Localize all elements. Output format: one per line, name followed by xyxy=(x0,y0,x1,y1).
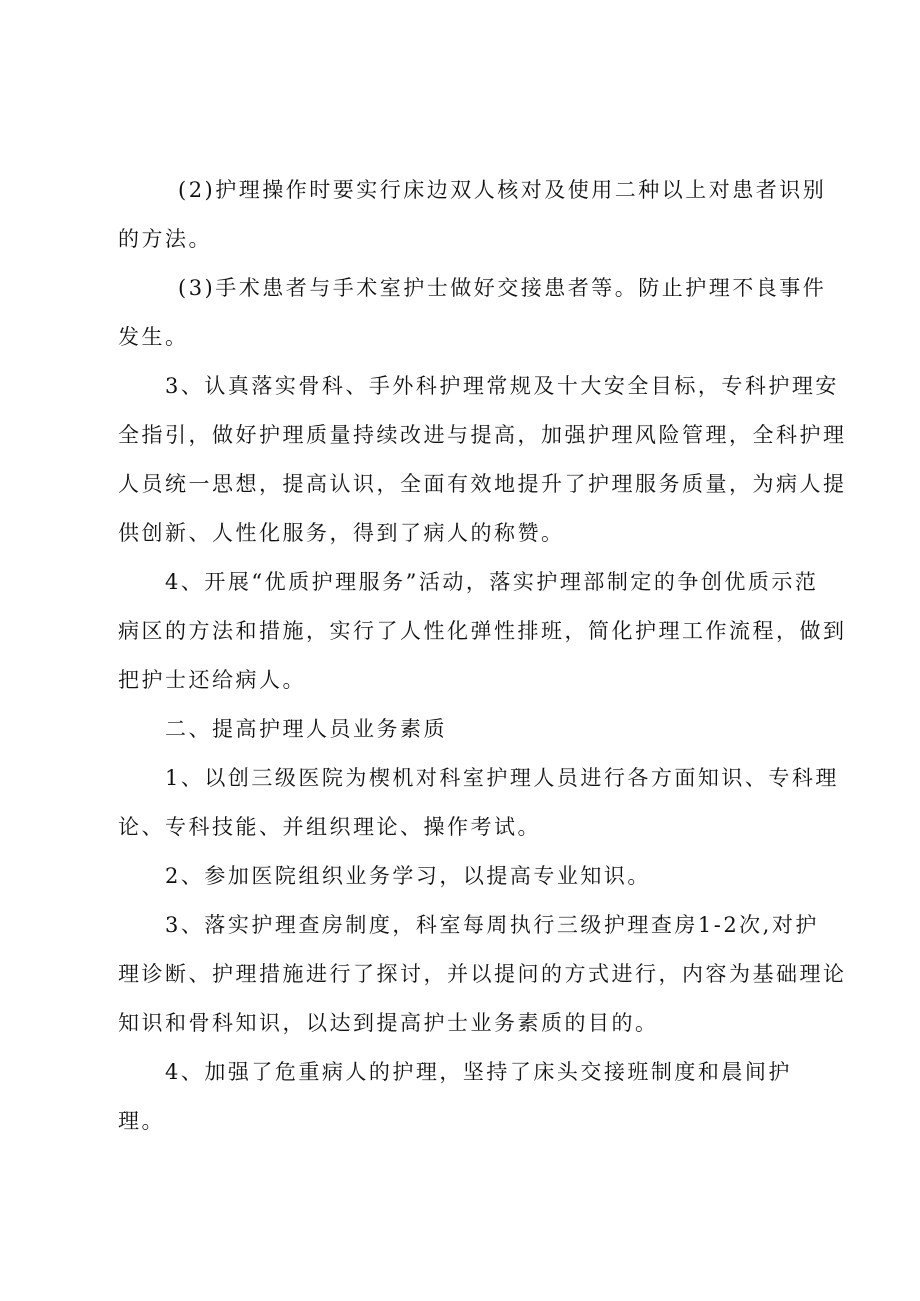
section-heading: 二、提高护理人员业务素质 xyxy=(165,717,447,741)
text-line: 论、专科技能、并组织理论、操作考试。 xyxy=(118,815,541,839)
text-line: 把护士还给病人。 xyxy=(118,668,306,692)
text-line: 知识和骨科知识，以达到提高护士业务素质的目的。 xyxy=(118,1011,659,1035)
text-line: 全指引，做好护理质量持续改进与提高，加强护理风险管理，全科护理 xyxy=(118,423,847,447)
text-line: 4、加强了危重病人的护理，坚持了床头交接班制度和晨间护 xyxy=(165,1060,792,1084)
text-line: (2)护理操作时要实行床边双人核对及使用二种以上对患者识别 xyxy=(178,178,827,202)
text-line: (3)手术患者与手术室护士做好交接患者等。防止护理不良事件 xyxy=(178,276,827,300)
text-line: 理诊断、护理措施进行了探讨，并以提问的方式进行，内容为基础理论 xyxy=(118,962,847,986)
text-line: 3、认真落实骨科、手外科护理常规及十大安全目标，专科护理安 xyxy=(165,374,839,398)
text-line: 1、以创三级医院为楔机对科室护理人员进行各方面知识、专科理 xyxy=(165,766,839,790)
text-line: 病区的方法和措施，实行了人性化弹性排班，简化护理工作流程，做到 xyxy=(118,619,847,643)
text-line: 发生。 xyxy=(118,325,189,349)
text-line: 4、开展“优质护理服务”活动，落实护理部制定的争创优质示范 xyxy=(165,570,819,594)
text-line: 供创新、人性化服务，得到了病人的称赞。 xyxy=(118,521,565,545)
text-line: 2、参加医院组织业务学习，以提高专业知识。 xyxy=(165,864,651,888)
text-line: 人员统一思想，提高认识，全面有效地提升了护理服务质量，为病人提 xyxy=(118,472,847,496)
text-line: 理。 xyxy=(118,1109,165,1133)
text-line: 的方法。 xyxy=(118,227,212,251)
text-line: 3、落实护理查房制度，科室每周执行三级护理查房1-2次,对护 xyxy=(165,913,819,937)
